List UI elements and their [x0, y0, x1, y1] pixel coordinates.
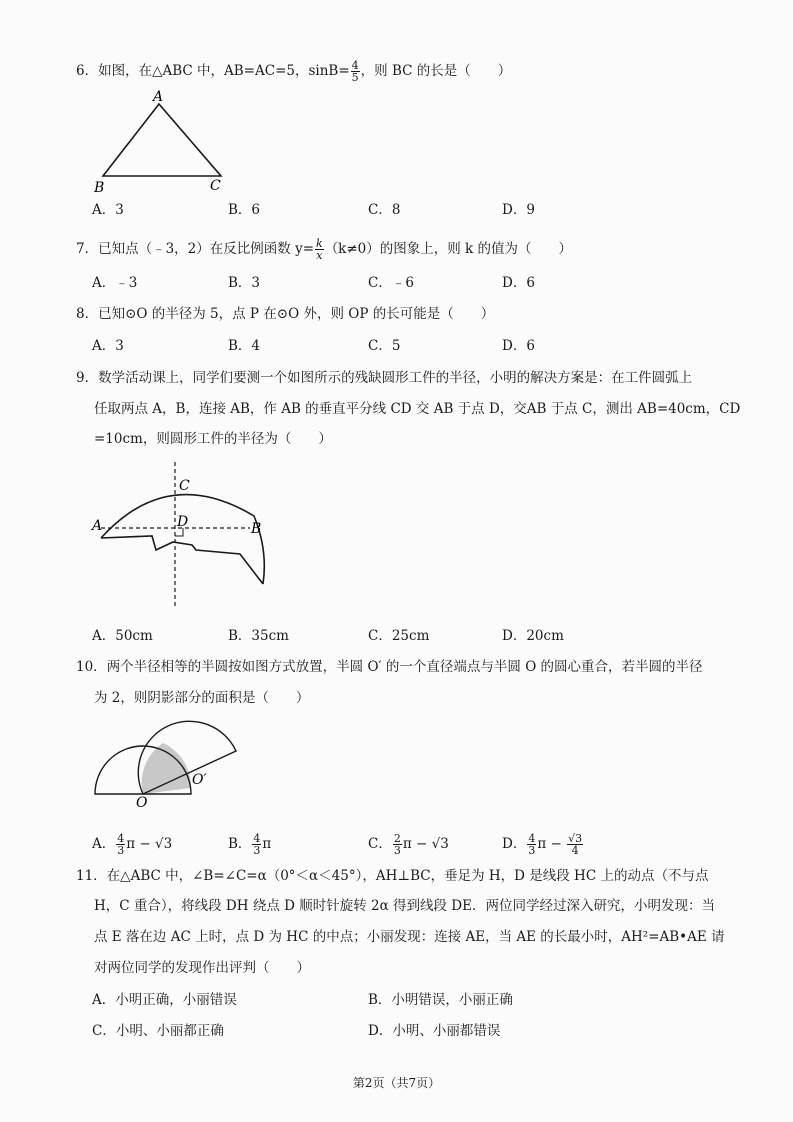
q6-triangle-figure [90, 88, 230, 196]
q6-option-a[interactable]: A．3 [92, 202, 124, 218]
page-footer: 第2页（共7页） [352, 1076, 441, 1090]
q7-option-d[interactable]: D．6 [502, 275, 535, 291]
q7-fraction: $\frac{k}{x}$ [316, 237, 323, 262]
q10-option-b[interactable]: B． $\frac{4}{3}$ π [228, 832, 272, 857]
q10-stem-line2: 为 2，则阴影部分的面积是（ ） [94, 690, 310, 706]
q10-semicircles-figure [88, 706, 248, 810]
q11-option-c[interactable]: C．小明、小丽都正确 [92, 1023, 224, 1039]
q11-option-a[interactable]: A．小明正确，小丽错误 [92, 992, 237, 1008]
q6-label-c: C [210, 178, 221, 194]
q10-label-o: O [136, 795, 148, 810]
q7-option-b[interactable]: B．3 [228, 275, 261, 291]
q8-option-a[interactable]: A．3 [92, 338, 124, 354]
q9-option-a[interactable]: A．50cm [92, 628, 153, 644]
q9-broken-circle-figure [88, 460, 288, 612]
q10-option-d[interactable]: D． $\frac{4}{3}$ π − $\frac{√3}{4}$ [502, 832, 583, 857]
q11-stem-line1: 11．在△ABC 中，∠B=∠C=α（0°＜α＜45°），AH⊥BC，垂足为 H，D 是线段 HC 上的动点（不与点 [76, 868, 709, 884]
q6-label-a: A [153, 89, 164, 105]
q10-label-o-prime: O′ [192, 772, 207, 788]
q6-option-b[interactable]: B．6 [228, 202, 261, 218]
q6-fraction: $\frac{4}{5}$ [351, 59, 359, 84]
q11-stem-line4: 对两位同学的发现作出评判（ ） [94, 960, 310, 976]
q9-broken-edge [101, 536, 263, 584]
q9-arc [101, 495, 264, 584]
q9-stem-line3: =10cm，则圆形工件的半径为（ ） [94, 431, 332, 447]
q10-stem-line1: 10．两个半径相等的半圆按如图方式放置，半圆 O′ 的一个直径端点与半圆 O 的圆心重合，若半圆的半径 [76, 659, 703, 675]
q8-option-b[interactable]: B．4 [228, 338, 261, 354]
q10-option-a[interactable]: A． $\frac{4}{3}$ π − √3 [92, 832, 173, 857]
q11-stem-line2: H，C 重合），将线段 DH 绕点 D 顺时针旋转 2α 得到线段 DE．两位同学经过深入研究，小明发现：当 [94, 898, 715, 914]
q8-option-c[interactable]: C．5 [368, 338, 401, 354]
q11-stem-line3: 点 E 落在边 AC 上时，点 D 为 HC 的中点；小丽发现：连接 AE，当 AE 的长最小时，AH²=AB•AE 请 [94, 929, 725, 945]
q7-option-a[interactable]: A．﹣3 [92, 275, 138, 291]
q9-stem-line2: 任取两点 A，B，连接 AB，作 AB 的垂直平分线 CD 交 AB 于点 D，交AB 于点 C，测出 AB=40cm，CD [94, 401, 741, 417]
q9-option-b[interactable]: B．35cm [228, 628, 289, 644]
q6-label-b: B [94, 180, 105, 196]
q7-option-c[interactable]: C．﹣6 [368, 275, 414, 291]
q6-option-d[interactable]: D．9 [502, 202, 535, 218]
q8-stem: 8．已知⊙O 的半径为 5，点 P 在⊙O 外，则 OP 的长可能是（ ） [76, 306, 495, 322]
q9-label-c: C [179, 478, 190, 494]
q11-option-b[interactable]: B．小明错误，小丽正确 [368, 992, 513, 1008]
q9-label-a: A [92, 518, 103, 534]
q11-option-d[interactable]: D．小明、小丽都错误 [368, 1023, 501, 1039]
q7-stem: 7．已知点（﹣3，2）在反比例函数 y= $\frac{k}{x}$ （k≠0）的图象上，则 k 的值为（ ） [76, 237, 573, 262]
q8-option-d[interactable]: D．6 [502, 338, 535, 354]
q6-stem: 6．如图，在△ABC 中，AB=AC=5，sinB= $\frac{4}{5}$ ，则 BC 的长是（ ） [76, 59, 512, 84]
q9-stem-line1: 9．数学活动课上，同学们要测一个如图所示的残缺圆形工件的半径，小明的解决方案是：在工件圆弧上 [76, 370, 693, 386]
q10-option-c[interactable]: C． $\frac{2}{3}$ π − √3 [368, 832, 449, 857]
q9-option-c[interactable]: C．25cm [368, 628, 430, 644]
q9-option-d[interactable]: D．20cm [502, 628, 564, 644]
q6-option-c[interactable]: C．8 [368, 202, 401, 218]
q9-label-b: B [251, 521, 262, 537]
q9-label-d: D [177, 514, 189, 530]
